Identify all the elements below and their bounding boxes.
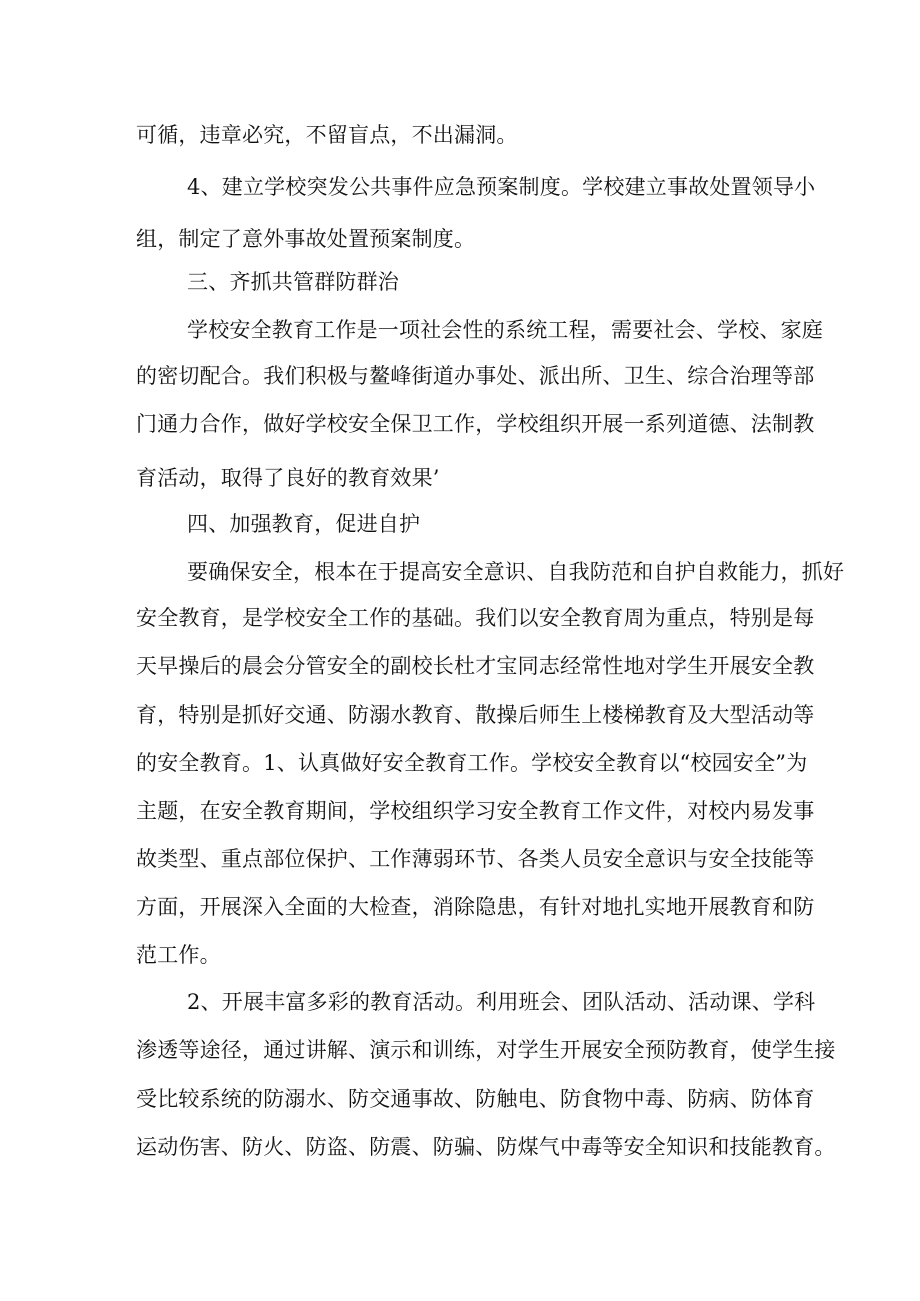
text-line: 组，制定了意外事故处置预案制度。 (136, 227, 476, 251)
text-line: 育，特别是抓好交通、防溺水教育、散操后师生上楼梯教育及大型活动等 (136, 703, 815, 727)
section-heading: 四、加强教育，促进自护 (187, 512, 421, 536)
text-line: 主题，在安全教育期间，学校组织学习安全教育工作文件，对校内易发事 (136, 799, 815, 823)
text-line: 方面，开展深入全面的大检查，消除隐患，有针对地扎实地开展教育和防 (136, 895, 815, 919)
text-line: 育活动，取得了良好的教育效果’ (136, 466, 440, 490)
text-line: 渗透等途径，通过讲解、演示和训练，对学生开展安全预防教育，使学生接 (136, 1038, 836, 1062)
text-line: 学校安全教育工作是一项社会性的系统工程，需要社会、学校、家庭 (187, 318, 823, 342)
text-line: 4、建立学校突发公共事件应急预案制度。学校建立事故处置领导小 (187, 175, 816, 199)
text-line: 可循，违章必究，不留盲点，不出漏洞。 (136, 123, 518, 147)
text-line: 故类型、重点部位保护、工作薄弱环节、各类人员安全意识与安全技能等 (136, 847, 815, 871)
text-line: 的安全教育。1、认真做好安全教育工作。学校安全教育以“校园安全”为 (136, 751, 808, 775)
text-line: 的密切配合。我们积极与鳌峰街道办事处、派出所、卫生、综合治理等部 (136, 364, 815, 388)
text-line: 范工作。 (136, 943, 221, 967)
text-line: 要确保安全，根本在于提高安全意识、自我防范和自护自救能力，抓好 (187, 560, 845, 584)
text-line: 安全教育，是学校安全工作的基础。我们以安全教育周为重点，特别是每 (136, 606, 815, 630)
text-line: 门通力合作，做好学校安全保卫工作，学校组织开展一系列道德、法制教 (136, 412, 815, 436)
section-heading: 三、齐抓共管群防群治 (187, 270, 399, 294)
text-line: 天早操后的晨会分管安全的副校长杜才宝同志经常性地对学生开展安全教 (136, 654, 815, 678)
text-line: 运动伤害、防火、防盗、防震、防骗、防煤气中毒等安全知识和技能教育。 (136, 1135, 836, 1159)
text-line: 2、开展丰富多彩的教育活动。利用班会、团队活动、活动课、学科 (187, 990, 816, 1014)
text-line: 受比较系统的防溺水、防交通事故、防触电、防食物中毒、防病、防体育 (136, 1087, 815, 1111)
